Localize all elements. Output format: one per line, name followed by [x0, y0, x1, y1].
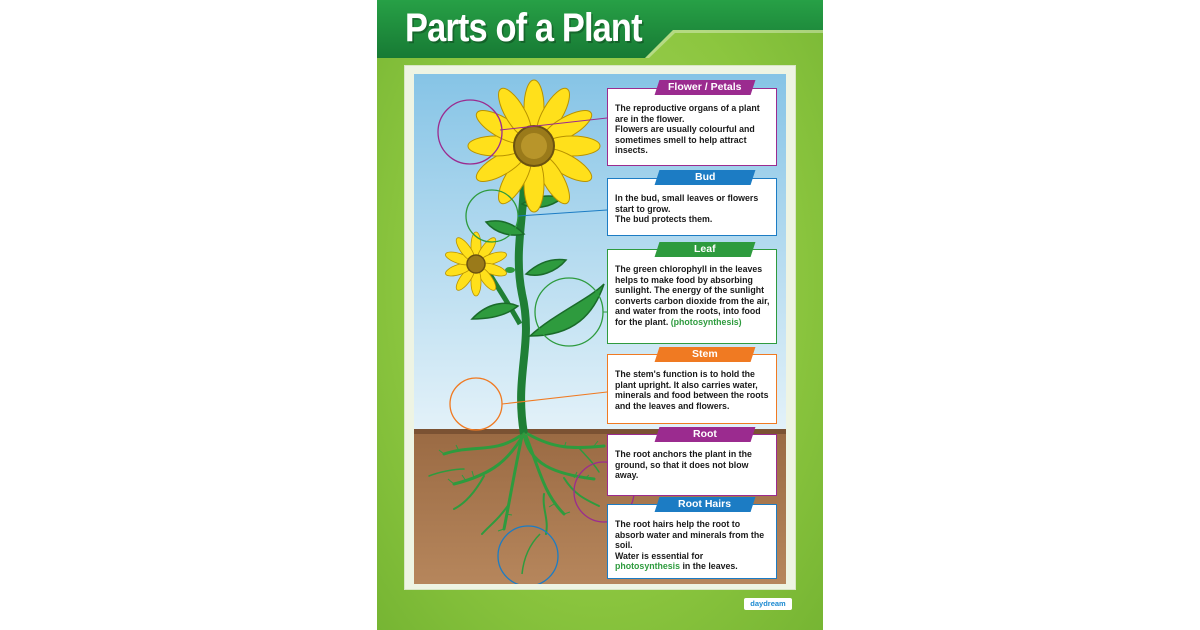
root-hairs-text-after: in the leaves. [680, 561, 738, 572]
root-hairs-text-block [615, 519, 770, 572]
root-label: Root [655, 427, 756, 442]
stem [519, 159, 526, 434]
stem-text: The stem's function is to hold the plant upright. It also carries water, minerals and food between the roots and the leaves and flowers. [615, 369, 769, 411]
bud-label: Bud [655, 170, 756, 185]
plant-scene [414, 74, 786, 584]
root-hairs-text: The root hairs help the root to absorb water and minerals from the soil. Water is essential for [615, 519, 765, 561]
flower-text: The reproductive organs of a plant are in the flower. Flowers are usually colourful and sometimes smell to help attract insects. [615, 103, 760, 156]
root-card [607, 434, 777, 496]
poster [377, 0, 823, 630]
flower-label: Flower / Petals [655, 80, 756, 95]
leaf-label: Leaf [655, 242, 756, 257]
brand-name: daydream [750, 599, 786, 608]
stem-label: Stem [655, 347, 756, 362]
bud-text: In the bud, small leaves or flowers start to grow. The bud protects them. [615, 193, 759, 225]
flower-card [607, 88, 777, 166]
root-text: The root anchors the plant in the ground, so that it does not blow away. [615, 449, 752, 481]
leaf-text-block [615, 264, 770, 328]
stem-card [607, 354, 777, 424]
bud-card [607, 178, 777, 236]
root-hairs-card [607, 504, 777, 579]
title-band [377, 0, 823, 60]
root-hairs-highlight: photosynthesis [615, 561, 681, 572]
page-title: Parts of a Plant [405, 6, 642, 50]
leaf-text: The green chlorophyll in the leaves helps to make food by absorbing sunlight. The energy of the sunlight converts carbon dioxide from the air, and water from the roots, into food for the plant. [615, 264, 770, 327]
leaf-card [607, 249, 777, 344]
root-hairs-label: Root Hairs [655, 497, 756, 512]
brand-logo [744, 598, 792, 610]
leaf-highlight: (photosynthesis) [670, 316, 742, 327]
